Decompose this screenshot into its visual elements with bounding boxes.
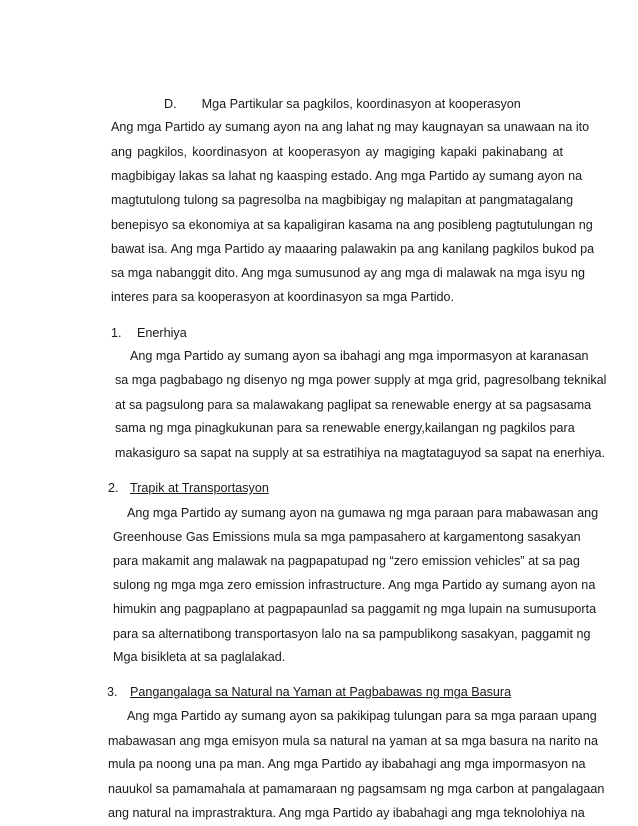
item-heading-trapik — [108, 480, 269, 496]
item-title: Enerhiya — [137, 326, 187, 340]
intro-line: benepisyo sa ekonomiya at sa kapaligiran kasama na ang posibleng pagtutulungan ng — [111, 218, 593, 232]
item-line: sama ng mga pinagkukunan para sa renewable energy,kailangan ng pagkilos para — [115, 421, 575, 435]
intro-line: bawat isa. Ang mga Partido ay maaaring palawakin pa ang kanilang pagkilos bukod pa — [111, 242, 595, 256]
item-line: para sa alternatibong transportasyon lalo na sa pampublikong sasakyan, paggamit ng — [113, 627, 591, 641]
item-number: 2. — [108, 481, 119, 495]
item-line: Greenhouse Gas Emissions mula sa mga pampasahero at kargamentong sasakyan — [113, 530, 581, 544]
intro-line: Ang mga Partido ay sumang ayon na ang lahat ng may kaugnayan sa unawaan na ito — [111, 120, 590, 134]
item-line: Ang mga Partido ay sumang ayon sa pakikipag tulungan para sa mga paraan upang — [127, 709, 597, 723]
item-line: para makamit ang malawak na pagpapatupad ng “zero emission vehicles” at sa pag — [113, 554, 580, 568]
intro-line: magtutulong tulong sa pagresolba na magbibigay ng malapitan at pangmatagalang — [111, 193, 574, 207]
item-number: 1. — [111, 326, 122, 340]
item-line: Ang mga Partido ay sumang ayon sa ibahagi ang mga impormasyon at karanasan — [130, 349, 589, 363]
item-line: Ang mga Partido ay sumang ayon na gumawa ng mga paraan para mabawasan ang — [127, 506, 599, 520]
intro-line: sa mga nabanggit dito. Ang mga sumusunod ay ang mga di malawak na mga isyu ng — [111, 266, 585, 280]
intro-line: interes para sa kooperasyon at koordinasyon sa mga Partido. — [111, 290, 455, 304]
intro-line: magbibigay lakas sa lahat ng kaasping estado. Ang mga Partido ay sumang ayon na — [111, 169, 583, 183]
item-heading-enerhiya — [111, 325, 187, 341]
item-line: himukin ang pagpaplano at pagpapaunlad sa paggamit ng mga lupain na sumusuporta — [113, 602, 597, 616]
item-line: mabawasan ang mga emisyon mula sa natural na yaman at sa mga basura na narito na — [108, 734, 599, 748]
item-heading-pangangalaga — [107, 684, 511, 700]
item-line: nauukol sa pamamahala at pamamaraan ng pagsamsam ng mga carbon at pangalagaan — [108, 782, 605, 796]
item-title: Trapik at Transportasyon — [130, 481, 269, 495]
section-title: Mga Partikular sa pagkilos, koordinasyon at kooperasyon — [201, 97, 521, 111]
item-line: makasiguro sa sapat na supply at sa estratihiya na magtataguyod sa sapat na enerhiya. — [115, 446, 606, 460]
item-line: sa mga pagbabago ng disenyo ng mga power supply at mga grid, pagresolbang teknikal — [115, 373, 607, 387]
item-number: 3. — [107, 685, 118, 699]
item-line: Mga bisikleta at sa paglalakad. — [113, 650, 286, 664]
item-title: Pangangalaga sa Natural na Yaman at Pagbabawas ng mga Basura — [130, 685, 512, 699]
item-line: mula pa noong una pa man. Ang mga Partido ay ibabahagi ang mga impormasyon na — [108, 757, 586, 771]
section-heading — [164, 96, 521, 112]
section-letter: D. — [164, 97, 177, 111]
item-line: ang natural na imprastraktura. Ang mga Partido ay ibabahagi ang mga teknolohiya na — [108, 806, 585, 820]
item-line: at sa pagsulong para sa malawakang paglipat sa renewable energy at sa pagsasama — [115, 398, 592, 412]
intro-line: ang pagkilos, koordinasyon at kooperasyon ay magiging kapaki pakinabang at — [111, 145, 563, 159]
item-line: sulong ng mga mga zero emission infrastructure. Ang mga Partido ay sumang ayon na — [113, 578, 596, 592]
